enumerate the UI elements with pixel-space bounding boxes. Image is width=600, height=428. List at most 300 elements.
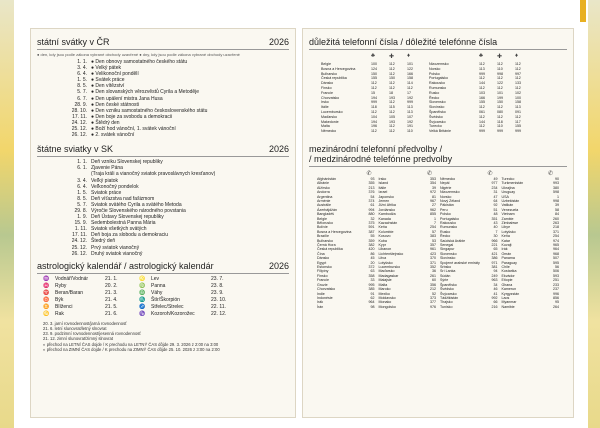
prefix-code: 382 [368,243,375,248]
prefix-code: 52 [432,291,436,296]
zodiac-sign-icon: ♊ [43,303,50,310]
prefix-country: Albánie [317,181,329,186]
phone-number: 112 [497,76,503,81]
prefix-code: 221 [491,243,498,248]
holiday-date: 3. 4. [77,177,87,184]
phone-number: 112 [371,109,377,114]
phone-number: 102 [515,90,521,95]
prefix-country: Portugalsko [440,216,459,221]
holiday-date: 26. 12. [71,250,87,257]
prefix-column [502,177,560,309]
prefix-code: 234 [491,185,498,190]
prefix-country: Kanada [378,216,391,221]
prefix-country: Indie [317,291,325,296]
holiday-date: 17. 11. [72,232,87,239]
prefix-code: 49 [493,176,498,181]
country-name: Německo [321,129,337,134]
phone-number: 144 [479,81,485,86]
prefix-country: Filipíny [317,269,329,274]
prefix-code: 264 [553,304,559,309]
holiday-date: 5. 7. [77,201,87,208]
phone-number: 191 [407,124,413,129]
prefix-country: Chorvatsko [317,287,336,292]
prefix-country: Peru [440,207,448,212]
prefix-code: 386 [491,256,498,261]
prefix-code: 351 [491,216,498,221]
astro-header [31,261,295,271]
prefix-country: Kazachstán [378,221,398,226]
holiday-name: Prvý sviatok vianočný [91,244,140,251]
prefix-code: 377 [430,300,436,305]
astro-note: 20. 3. jarní rovnodennost/jarná rovnodennosť [43,320,127,326]
prefix-code: 358 [368,273,375,278]
prefix-country: Keňa [501,234,510,239]
holiday-date: 29. 8. [74,207,87,214]
holiday-name: ● Den vítězství [91,83,125,90]
prefix-country: Dánsko [317,256,330,261]
prefix-country: Litva [378,256,387,261]
phone-icon: ✆ [487,170,493,177]
astro-note: 23. 9. podzimní rovnodennost/jesenná rovnodennosť [43,331,141,337]
prefix-code: 95 [555,300,559,305]
prefix-code: 355 [368,181,375,186]
holiday-name: ● Den vzniku samostatného československého státu [91,107,208,114]
prefix-country: Indonésie [317,295,333,300]
zodiac-name: Rak [55,310,64,317]
prefix-code: 60 [432,278,436,283]
holiday-name: ● Štědrý den [91,119,120,126]
phone-number: 17 [407,90,411,95]
country-name: Nizozemsko [429,62,449,66]
prefix-country: Belgie [317,216,327,221]
phone-number: 112 [371,129,377,134]
astro-notes [31,319,295,354]
country-name: Slovensko [429,100,446,105]
prefix-country: Egypt [317,260,327,265]
prefix-code: 598 [553,190,559,195]
prefix-country: Spojené arabské emiráty [440,260,480,265]
phone-number: 150 [371,71,377,76]
phone-number: 110 [497,124,503,129]
emergency-phone-table [303,60,573,134]
zodiac-name: Ryby [55,282,67,289]
phone-number: 18 [389,90,393,95]
prefix-country: Moldavsko [378,295,396,300]
prefix-code: 359 [368,238,375,243]
prefix-country: Kuba [378,238,387,243]
country-name: Makedonie [321,119,339,124]
prefix-code: 376 [368,190,375,195]
prefix-country: Nizozemsko [440,190,460,195]
phone-number: 112 [515,76,521,81]
prefix-code: 36 [432,269,436,274]
phone-number: 101 [497,90,503,95]
country-name: Dánsko [321,81,334,86]
zodiac-sign-icon: ♓ [43,282,50,289]
holiday-name: Sedembolestná Panna Mária [91,220,156,227]
zodiac-name: Panna [151,282,166,289]
holiday-date: 17. 11. [72,113,87,120]
zodiac-name: Štír/Škorpión [151,296,180,303]
phone-number: 117 [515,119,521,124]
sk-holidays-year: 2026 [268,144,289,155]
prefix-code: 212 [430,287,436,292]
prefix-code: 375 [368,221,375,226]
prefix-country: Bulharsko [317,238,333,243]
holiday-date: 5. 7. [77,89,87,96]
phone-number: 166 [479,95,485,100]
phone-number: 118 [497,119,503,124]
prefix-country: Srí Lanka [440,269,456,274]
phone-number: 150 [389,76,395,81]
phone-number: 155 [479,100,485,105]
prefix-code: 1 [557,194,559,199]
prefix-country: Finsko [317,273,328,278]
prefix-code: 65 [493,247,498,252]
holiday-name: ● Den slovanských věrozvěstů Cyrila a Metoděje [91,89,200,96]
phone-number: 112 [371,81,377,86]
prefix-country: Rakousko [440,221,456,226]
planner-cover-left [0,0,14,428]
holiday-date: 1. 1. [77,59,87,65]
prefix-country: Malta [378,282,388,287]
country-name: Řecko [429,95,440,100]
prefix-code: 47 [493,194,498,199]
prefix-country: Švédsko [440,287,454,292]
prefix-country: Namibie [501,304,515,309]
zodiac-date: 23. 10. [211,296,227,303]
zodiac-name: Býk [55,296,64,303]
phone-icon: ✆ [547,170,553,177]
fire-icon: ♦ [407,53,411,59]
holiday-name: Sviatok svätého Cyrila a svätého Metoda [91,201,182,208]
prefix-code: 254 [430,225,436,230]
prefix-code: 261 [430,273,436,278]
phone-number: 104 [371,114,377,119]
prefix-code: 98 [370,304,375,309]
phone-number: 112 [497,114,503,119]
phone-number: 113 [515,105,521,110]
prefix-code: 977 [491,181,498,186]
country-name: Polsko [429,71,440,76]
phone-number: 112 [515,114,521,119]
phone-number: 193 [389,119,395,124]
holiday-name: Výročie Slovenského národného povstania [91,207,186,214]
country-name: Česká republika [321,76,347,81]
prefix-country: Irák [501,247,508,252]
country-name: Turecko [429,124,442,129]
phones-header [303,37,573,47]
prefix-code: 56 [555,265,559,270]
prefix-country: Uzbekistán [501,198,520,203]
prefix-country: Česká republika [317,247,343,252]
phone-number: 101 [407,62,413,66]
prefix-country: Argentina [317,194,333,199]
prefix-code: 387 [368,229,375,234]
zodiac-date: 22. 12. [211,310,227,317]
zodiac-date: 21. 3. [105,289,118,296]
prefix-country: Švýcarsko [440,291,457,296]
phone-number: 112 [479,85,485,90]
country-name: Bulharsko [321,71,337,76]
phone-number: 192 [407,119,413,124]
fire-icon: ♦ [515,53,519,59]
prefix-country: Nigérie [440,185,452,190]
prefix-code: 371 [553,229,559,234]
prefix-country: Jižní Afrika [378,203,396,208]
prefix-country: Sýrie [440,278,449,283]
zodiac-date: 20. 2. [105,282,118,289]
prefix-country: Černá Hora [317,243,336,248]
phone-number: 999 [479,71,485,76]
prefix-code: 972 [430,190,436,195]
prefix-country: Malajsie [378,278,392,283]
ambulance-icon: ✚ [389,54,395,60]
prefix-code: 593 [553,273,559,278]
phone-number: 998 [497,71,503,76]
prefix-country: Bělorusko [317,221,333,226]
zodiac-sign-icon: ♎ [139,289,146,296]
prefix-country: Irák [317,300,323,305]
prefix-column [317,177,375,309]
zodiac-date: 22. 11. [211,303,226,310]
prefix-code: 961 [430,247,436,252]
zodiac-sign-icon: ♌ [139,275,146,282]
holiday-date: 8. 5. [77,195,87,202]
prefix-country: Tádžikistán [440,295,459,300]
prefix-code: 260 [553,216,559,221]
prefix-country: Afghánistán [317,176,336,181]
prefix-code: 356 [430,282,436,287]
prefix-country: Rumunsko [440,225,458,230]
prefix-code: 371 [430,260,436,265]
prefix-country: Nový Zéland [440,198,461,203]
phone-number: 112 [389,100,395,105]
zodiac-name: Lev [151,275,160,282]
holiday-name: Sviatok práce [91,189,122,196]
holiday-date: 24. 12. [71,119,87,126]
planner-cover-right [588,0,600,428]
prefix-row [502,305,560,309]
holiday-name: Deň víťazstva nad fašizmom [91,195,155,202]
prefix-country: Mexiko [378,291,390,296]
cz-holidays-header [31,37,295,47]
prefix-code: 380 [553,185,559,190]
prefix-country: Uruguay [501,190,516,195]
bookmark-ribbon[interactable] [580,0,586,22]
prefix-country: Německo [440,176,456,181]
prefix-table [303,177,573,309]
prefix-country: Laos [501,295,510,300]
prefix-code: 93 [370,176,375,181]
phone-number: 091 [515,109,521,114]
phone-number: 133 [515,81,521,86]
phone-number: 999 [371,100,377,105]
zodiac-name: Blíženci [55,303,73,310]
prefix-code: 46 [493,287,498,292]
country-name: Malta [321,124,330,129]
holiday-date: 6. 1. [77,165,87,172]
phone-number: 194 [371,119,377,124]
prefix-country: Lucembursko [378,265,401,270]
prefix-country: Kuvajt [501,243,512,248]
holiday-date: 15. 9. [74,220,87,227]
prefix-code: 48 [493,212,498,217]
prefix-code: 374 [368,198,375,203]
holiday-name: ● 2. svátek vánoční [91,132,135,139]
prefix-country: Myanmar [501,300,517,305]
prefix-country: Nepál [440,181,450,186]
prefix-code: 357 [430,243,436,248]
prefix-country: Monako [378,300,392,305]
phone-number: 112 [479,76,485,81]
holiday-name: Štedrý deň [91,238,116,245]
prefix-country: Írán [317,304,324,309]
zodiac-sign-icon: ♉ [43,296,50,303]
prefix-country: Jemen [378,198,390,203]
prefix-country: Vatikán [501,203,514,208]
holiday-date: 6. 4. [77,183,87,190]
prefix-code: 54 [370,194,375,199]
country-name: Itálie [321,105,329,110]
phone-number: 150 [497,100,503,105]
country-name: Švédsko [429,114,443,119]
prefix-country: Arménie [317,198,331,203]
phone-number: 124 [371,66,377,71]
prefix-country: Alžírsko [317,185,330,190]
holiday-name: ● Velikonoční pondělí [91,71,139,78]
prefix-country: Island [378,181,389,186]
prefix-icons-row [303,170,573,177]
country-name: Rakousko [429,81,445,86]
prefix-country: Itálie [378,185,387,190]
prefix-code: 43 [493,221,498,226]
prefix-code: 373 [430,295,436,300]
country-name: Švýcarsko [429,119,446,124]
prefix-country: Jordánsko [378,207,396,212]
zodiac-name: Váhy [151,289,163,296]
prefix-country: Kyrgyzstán [501,291,520,296]
prefix-code: 595 [553,260,559,265]
sk-holiday-list [67,159,295,257]
phone-number: 155 [515,124,521,129]
holiday-name: ● Boží hod vánoční, 1. svátek vánoční [91,126,176,133]
phone-number: 112 [497,85,503,90]
prefix-code: 237 [553,287,559,292]
prefix-country: Čína [317,251,325,256]
prefix-code: 966 [491,238,498,243]
prefix-code: 974 [553,238,559,243]
prefix-country: Slovensko [440,251,457,256]
prefix-country: Súdán [440,273,451,278]
prefix-country: Libanon [378,247,392,252]
prefix-country: Gruzie [317,282,328,287]
prefix-country: Bangladéš [317,212,334,217]
prefix-code: 63 [370,269,375,274]
prefix-code: 965 [553,243,559,248]
cz-holiday-list [67,59,295,138]
prefix-country: Singapur [440,247,455,252]
prefix-country: Norsko [440,194,452,199]
astro-year: 2026 [268,260,289,271]
prefix-code: 64 [493,198,498,203]
prefix-code: 385 [368,287,375,292]
phone-number: 112 [515,66,521,71]
country-name: Slovinsko [429,105,445,110]
phone-number: 112 [497,105,503,110]
phone-icons-row [303,53,573,60]
prefix-code: 1 [434,216,436,221]
prefix-country: Estonsko [317,265,332,270]
prefix-code: 353 [430,176,436,181]
prefix-country: Ekvádor [501,273,515,278]
country-name: Rusko [429,90,440,95]
prefix-code: 995 [368,282,375,287]
prefix-country: Kypr [378,243,386,248]
prefix-code: 967 [430,198,436,203]
country-name: Lucembursko [321,109,343,114]
prefix-code: 34 [493,282,498,287]
prefix-country: Japonsko [378,194,394,199]
phone-number: 061 [479,109,485,114]
prefix-code: 51 [493,207,498,212]
holiday-name: Deň boja za slobodu a demokraciu [91,232,168,239]
prefix-country: Maroko [378,287,391,292]
country-name: Belgie [321,62,331,66]
prefix-code: 91 [370,291,375,296]
holiday-name: ● Den boje za svobodu a demokracii [91,113,173,120]
prefix-code: 591 [368,225,375,230]
zodiac-date: 21. 5. [105,303,118,310]
prefix-country: Senegal [440,243,454,248]
zodiac-sign-icon: ♋ [43,310,50,317]
prefix-code: 993 [553,181,559,186]
country-name: Irsko [321,100,329,105]
prefix-code: 423 [430,251,436,256]
spacer [429,53,479,60]
prefix-code: 372 [368,265,375,270]
prefix-code: 249 [491,273,498,278]
phone-number: 114 [407,81,413,86]
prefix-country: Andorra [317,190,330,195]
holiday-date: 6. 7. [77,95,87,102]
phone-number: 112 [371,85,377,90]
holiday-date: 25. 12. [71,244,87,251]
zodiac-date: 21. 4. [105,296,118,303]
phone-number: 144 [479,119,485,124]
prefix-country: Paraguay [501,260,517,265]
prefix-code: 381 [491,265,498,270]
astro-note: ◐ přechod na ZIMNÍ ČAS dojde / K prechodu na ZIMNÝ ČAS dôjde 25. 10. 2026 z 3:00 na 2:00 [43,346,220,352]
prefix-code: 27 [432,203,436,208]
prefix-title: mezinárodní telefonní předvolby / / medzinárodné telefónne predvolby [309,143,453,164]
prefix-code: 254 [553,234,559,239]
prefix-code: 996 [553,291,559,296]
prefix-country: Lichtenštejnsko [378,251,404,256]
prefix-code: 962 [430,207,436,212]
sk-holidays-header [31,144,295,154]
prefix-country: Pákistán [440,203,454,208]
phone-number: 122 [497,81,503,86]
phone-number: 115 [389,105,395,110]
country-name: Francie [321,90,333,95]
prefix-code: 856 [553,295,559,300]
phone-number: 155 [371,76,377,81]
prefix-code: 352 [430,265,436,270]
holiday-name: ● Den české státnosti [91,101,140,108]
holiday-date: 1. 9. [77,214,87,221]
prefix-code: 7 [495,229,498,234]
